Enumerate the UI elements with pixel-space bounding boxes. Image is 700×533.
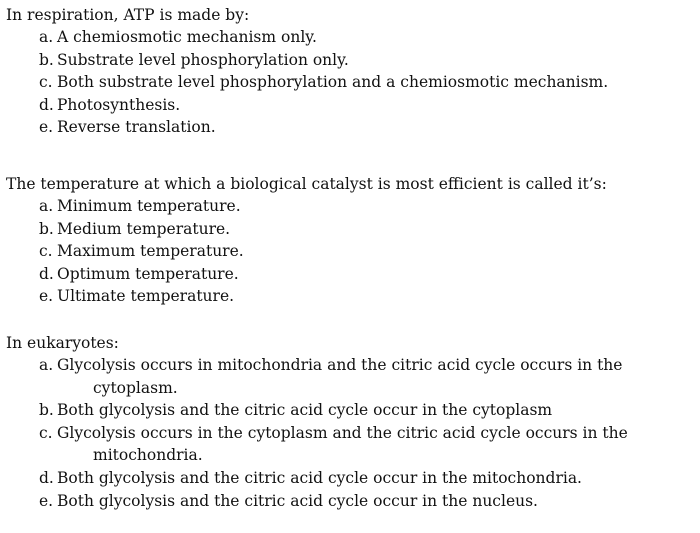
option-text: Reverse translation. (57, 118, 216, 137)
option-a (6, 195, 686, 218)
option-letter: b. (39, 50, 54, 69)
option-b (6, 218, 686, 241)
option-b (6, 399, 686, 422)
option-c (6, 71, 686, 94)
option-letter: d. (39, 468, 54, 487)
option-text: Both glycolysis and the citric acid cycle occur in the nucleus. (57, 491, 538, 510)
options-list (6, 195, 686, 308)
question-2 (6, 173, 686, 308)
option-letter: a. (39, 356, 54, 374)
question-stem: In eukaryotes: (6, 334, 119, 352)
option-text: Ultimate temperature. (57, 287, 235, 306)
option-letter: d. (39, 264, 54, 283)
option-d (6, 467, 686, 490)
option-letter: b. (39, 219, 54, 238)
option-letter: d. (39, 95, 54, 114)
option-c (6, 422, 686, 467)
option-text: Both glycolysis and the citric acid cycle occur in the mitochondria. (57, 468, 582, 487)
options-list (6, 26, 686, 139)
option-text: A chemiosmotic mechanism only. (57, 28, 317, 46)
option-letter: c. (39, 423, 53, 442)
option-text: Photosynthesis. (57, 95, 181, 114)
question-stem: In respiration, ATP is made by: (6, 6, 250, 24)
option-text: Both substrate level phosphorylation and a chemiosmotic mechanism. (57, 73, 609, 92)
question-1 (6, 4, 686, 139)
option-text: Glycolysis occurs in the cytoplasm and the citric acid cycle occurs in the mitochondria. (57, 423, 628, 465)
option-text: Medium temperature. (57, 219, 231, 238)
option-letter: c. (39, 242, 53, 261)
option-letter: e. (39, 118, 54, 137)
option-e (6, 490, 686, 513)
option-d (6, 263, 686, 286)
option-letter: c. (39, 73, 53, 92)
option-text: Both glycolysis and the citric acid cycle occur in the cytoplasm (57, 401, 553, 420)
option-text: Optimum temperature. (57, 264, 239, 283)
option-letter: e. (39, 491, 54, 510)
option-letter: e. (39, 287, 54, 306)
option-b (6, 49, 686, 72)
option-text: Substrate level phosphorylation only. (57, 50, 349, 69)
option-text: Minimum temperature. (57, 197, 241, 215)
option-c (6, 240, 686, 263)
option-letter: b. (39, 401, 54, 420)
option-e (6, 116, 686, 139)
question-stem: The temperature at which a biological catalyst is most efficient is called it’s: (6, 175, 607, 193)
option-letter: a. (39, 28, 54, 46)
option-letter: a. (39, 197, 54, 215)
option-a (6, 26, 686, 49)
option-e (6, 285, 686, 308)
question-3 (6, 332, 686, 512)
option-text: Maximum temperature. (57, 242, 244, 261)
option-a (6, 354, 686, 399)
options-list (6, 354, 686, 512)
option-d (6, 94, 686, 117)
option-text: Glycolysis occurs in mitochondria and the citric acid cycle occurs in the cytoplasm. (57, 356, 623, 397)
